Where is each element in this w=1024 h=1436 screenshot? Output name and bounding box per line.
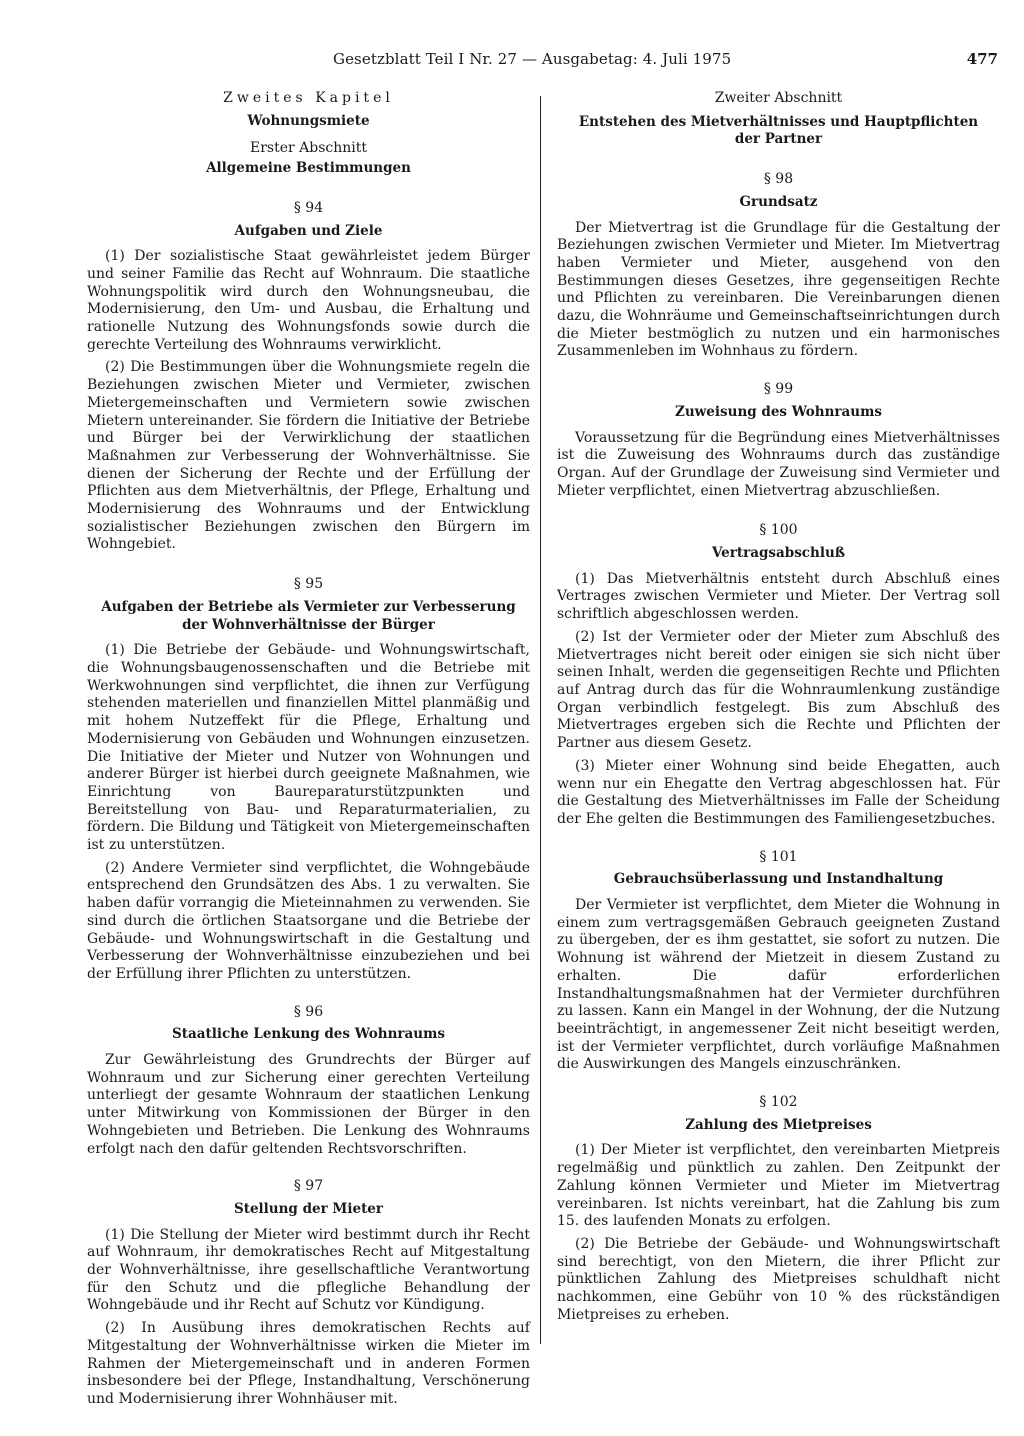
paragraph-number: § 94	[293, 199, 324, 216]
paragraph-96	[87, 1004, 530, 1159]
paragraph-number: § 96	[293, 1003, 324, 1020]
paragraph-text: (2) Andere Vermieter sind verpflichtet, die Wohngebäude entsprechend den Grundsätzen des Abs. 1 zu verwalten. Sie haben dafür vorrangig die Mieteinnahmen zu verwenden. Sie sind durch die örtlichen Staatsorgane und die Betriebe der Gebäude- und Wohnungswirtschaft in die Gestaltung und Verbesserung der Wohnverhältnisse einzubeziehen und bei der Erfüllung ihrer Pflichten zu unterstützen.	[87, 859, 530, 982]
paragraph-97	[87, 1178, 530, 1408]
paragraph-text: (1) Der sozialistische Staat gewährleistet jedem Bürger und seiner Familie das Recht auf Wohnraum. Die staatliche Wohnungspolitik wird durch den Wohnungsneubau, die Modernisierung, den Um- und Ausbau, die Erhaltung und rationelle Nutzung des Wohnungsfonds sowie durch die gerechte Verteilung des Wohnraums verwirklicht.	[87, 248, 530, 353]
paragraph-text: (1) Das Mietverhältnis entsteht durch Abschluß eines Vertrages zwischen Vermieter und Mieter. Der Vertrag soll schriftlich abgeschlossen werden.	[557, 570, 1000, 623]
paragraph-text: (3) Mieter einer Wohnung sind beide Ehegatten, auch wenn nur ein Ehegatte den Vertrag abgeschlossen hat. Für die Gestaltung des Mietverhältnisses im Falle der Scheidung der Ehe gelten die Bestimmungen des Familiengesetzbuches.	[557, 757, 1000, 827]
paragraph-95	[87, 576, 530, 983]
paragraph-text: (2) In Ausübung ihres demokratischen Rechts auf Mitgestaltung der Wohnverhältnisse wirken die Mieter im Rahmen der Mietergemeinschaft und in anderen Formen insbesondere bei der Pflege, Instandhaltung, Verschönerung und Modernisierung ihrer Wohnhäuser mit.	[87, 1320, 530, 1407]
paragraph-98	[557, 171, 1000, 361]
paragraph-text: Voraussetzung für die Begründung eines Mietverhältnisses ist die Zuweisung des Wohnraums durch das zuständige Organ. Auf der Grundlage der Zuweisung sind Vermieter und Mieter verpflichtet, einen Mietvertrag abzuschließen.	[557, 429, 1000, 499]
chapter-title: Wohnungsmiete	[247, 112, 370, 129]
chapter-heading: Zweites Kapitel	[223, 90, 394, 106]
paragraph-100	[557, 522, 1000, 828]
paragraph-title: Stellung der Mieter	[233, 1200, 384, 1217]
paragraph-text: (2) Die Bestimmungen über die Wohnungsmiete regeln die Beziehungen zwischen Mieter und Vermieter, zwischen Mietergemeinschaften und Vermietern sowie zwischen Mietern untereinander. Sie fördern die Initiative der Betriebe und Bürger bei der Verwirklichung der staatlichen Maßnahmen zur Verbesserung der Wohnverhältnisse. Sie dienen der Sicherung der Rechte und der Erfüllung der Pflichten aus dem Mietverhältnis, der Pflege, Erhaltung und Modernisierung des Wohnraums und der Entwicklung sozialistischer Beziehungen zwischen den Bürgern im Wohngebiet.	[87, 359, 530, 553]
paragraph-text: (1) Die Betriebe der Gebäude- und Wohnungswirtschaft, die Wohnungsbaugenossenschaften und die Betriebe mit Werkwohnungen sind verpflichtet, die ihnen zur Verfügung stehenden materiellen und finanziellen Mittel planmäßig und mit hohem Nutzeffekt für die Pflege, Erhaltung und Modernisierung von Gebäuden und Wohnungen einzusetzen. Die Initiative der Mieter und Nutzer von Wohnungen und anderer Bürger ist hierbei durch geeignete Maßnahmen, wie Einrichtung von Baureparaturstützpunkten und Bereitstellung von Bau- und Reparaturmaterialien, zu fördern. Die Bildung und Tätigkeit von Mietergemeinschaften ist zu unterstützen.	[87, 642, 530, 854]
paragraph-title-line: der Wohnverhältnisse der Bürger	[182, 616, 435, 633]
paragraph-text: (2) Die Betriebe der Gebäude- und Wohnungswirtschaft sind berechtigt, von den Mietern, die ihrer Pflicht zur pünktlichen Zahlung des Mietpreises schuldhaft nicht nachkommen, eine Gebühr von 10 % des rückständigen Mietpreises zu erheben.	[557, 1235, 1000, 1323]
paragraph-102	[557, 1094, 1000, 1324]
paragraph-number: § 101	[759, 848, 798, 865]
gazette-header-text: Gesetzblatt Teil I Nr. 27 — Ausgabetag: 4. Juli 1975	[333, 50, 732, 68]
paragraph-number: § 95	[293, 576, 324, 593]
paragraph-title: Aufgaben und Ziele	[234, 222, 383, 239]
paragraph-number: § 100	[759, 522, 798, 539]
paragraph-title: Staatliche Lenkung des Wohnraums	[172, 1026, 445, 1043]
paragraph-text: Zur Gewährleistung des Grundrechts der Bürger auf Wohnraum und zur Sicherung einer gerechten Verteilung unterliegt der gesamte Wohnraum der staatlichen Lenkung unter Mitwirkung von Kommissionen der Bürger in den Wohngebieten und Betrieben. Die Lenkung des Wohnraums erfolgt nach den dafür geltenden Rechtsvorschriften.	[87, 1052, 530, 1157]
paragraph-title: Zuweisung des Wohnraums	[675, 403, 882, 420]
paragraph-text: (2) Ist der Vermieter oder der Mieter zum Abschluß des Mietvertrages nicht bereit oder einigen sie sich nicht über seinen Inhalt, werden die gegenseitigen Rechte und Pflichten auf Antrag durch das für die Wohnraumlenkung zuständige Organ verbindlich festgelegt. Bis zum Abschluß des Mietvertrages ergeben sich die Rechte und Pflichten der Partner aus diesem Gesetz.	[557, 628, 1000, 752]
section-title: Allgemeine Bestimmungen	[206, 160, 411, 177]
left-column	[87, 90, 530, 1414]
paragraph-101	[557, 849, 1000, 1074]
page-number: 477	[966, 50, 998, 68]
section-heading: Erster Abschnitt	[249, 140, 367, 157]
paragraph-title-line: Aufgaben der Betriebe als Vermieter zur Verbesserung	[101, 598, 516, 615]
paragraph-94	[87, 200, 530, 554]
paragraph-title: Vertragsabschluß	[711, 545, 846, 562]
paragraph-number: § 97	[293, 1178, 324, 1195]
column-divider	[540, 96, 541, 1344]
page-header	[0, 48, 1024, 70]
section-title-line: Entstehen des Mietverhältnisses und Hauptpflichten	[578, 113, 979, 130]
paragraph-number: § 98	[763, 171, 794, 188]
paragraph-number: § 102	[759, 1094, 798, 1111]
paragraph-99	[557, 381, 1000, 500]
section-title-line: der Partner	[734, 131, 823, 148]
right-column	[557, 90, 1000, 1329]
paragraph-text: Der Vermieter ist verpflichtet, dem Mieter die Wohnung in einem zum vertragsgemäßen Gebrauch geeigneten Zustand zu übergeben, der es ihm gestattet, sie sofort zu nutzen. Die Wohnung ist während der Mietzeit in diesem Zustand zu erhalten. Die dafür erforderlichen Instandhaltungsmaßnahmen hat der Vermieter durchführen zu lassen. Kann ein Mangel in der Wohnung, der die Nutzung beeinträchtigt, in angemessener Zeit nicht beseitigt werden, ist der Vermieter verpflichtet, durch vorläufige Maßnahmen die Auswirkungen des Mangels einzuschränken.	[557, 897, 1000, 1073]
paragraph-text: (1) Die Stellung der Mieter wird bestimmt durch ihr Recht auf Wohnraum, ihr demokratisches Recht auf Mitgestaltung der Wohnverhältnisse, ihre gesellschaftliche Verantwortung für den Schutz und die pflegliche Behandlung der Wohngebäude und ihr Recht auf Schutz vor Kündigung.	[87, 1226, 530, 1314]
paragraph-text: (1) Der Mieter ist verpflichtet, den vereinbarten Mietpreis regelmäßig und pünktlich zu zahlen. Den Zeitpunkt der Zahlung können Vermieter und Mieter im Mietvertrag vereinbaren. Ist nichts vereinbart, hat die Zahlung bis zum 15. des laufenden Monats zu erfolgen.	[557, 1142, 1000, 1230]
section-heading: Zweiter Abschnitt	[714, 90, 843, 106]
paragraph-title: Zahlung des Mietpreises	[685, 1116, 872, 1133]
paragraph-title: Grundsatz	[739, 193, 818, 210]
paragraph-number: § 99	[763, 381, 794, 398]
paragraph-text: Der Mietvertrag ist die Grundlage für die Gestaltung der Beziehungen zwischen Vermieter und Mieter. Im Mietvertrag haben Vermieter und Mieter, ausgehend von den Bestimmungen dieses Gesetzes, ihre gegenseitigen Rechte und Pflichten zu vereinbaren. Die Vereinbarungen dienen dazu, die Wohnräume und Gemeinschaftseinrichtungen durch die Mieter bestmöglich zu nutzen und ein harmonisches Zusammenleben im Wohnhaus zu fördern.	[557, 219, 1000, 360]
paragraph-title: Gebrauchsüberlassung und Instandhaltung	[613, 871, 944, 888]
